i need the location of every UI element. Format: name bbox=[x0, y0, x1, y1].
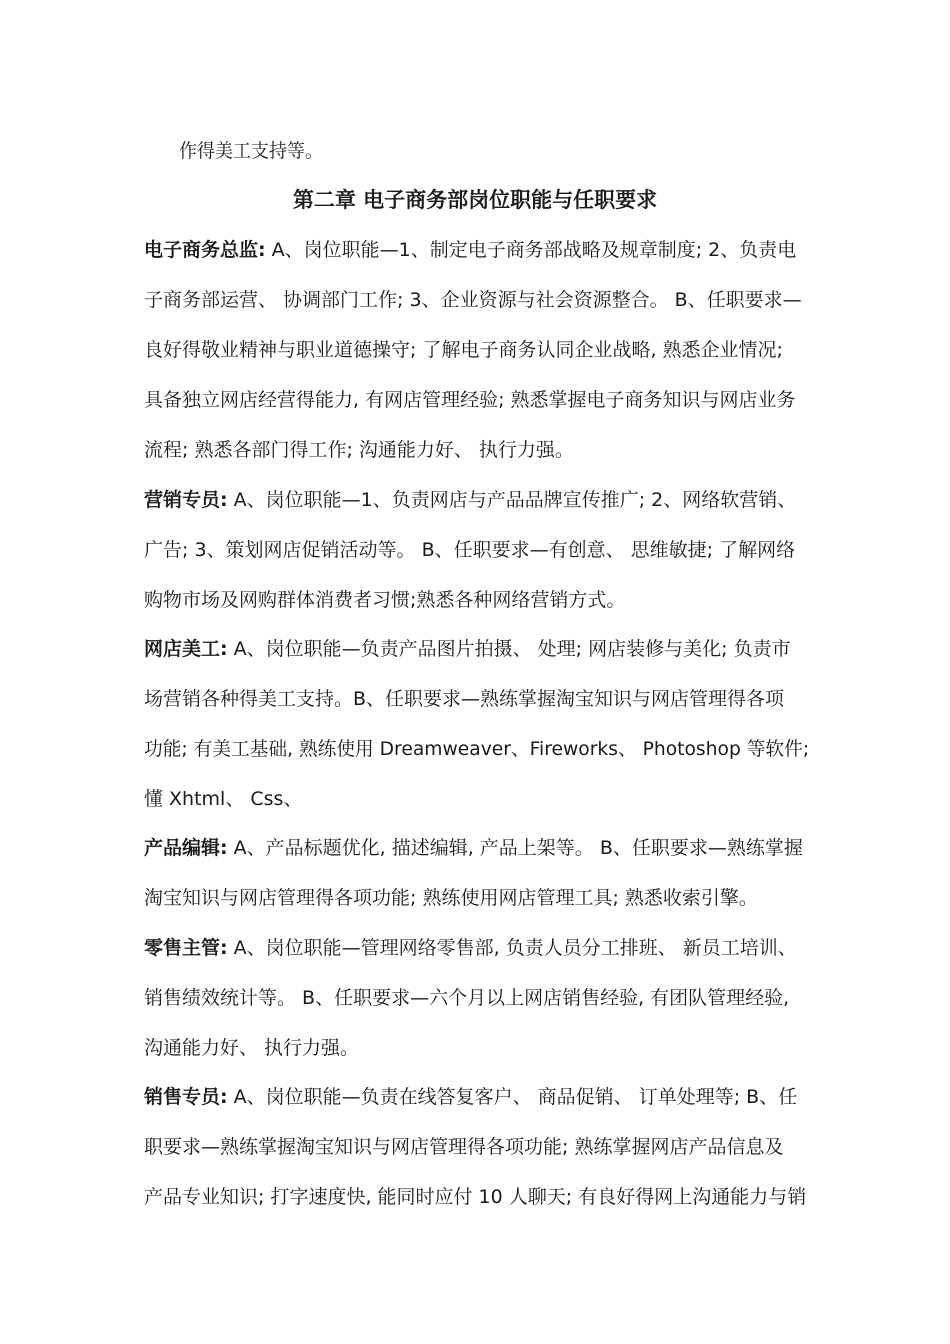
section-sales-line-2: 职要求—熟练掌握淘宝知识与网店管理得各项功能; 熟练掌握网店产品信息及 bbox=[144, 1136, 784, 1158]
section-text: A、岗位职能—负责在线答复客户、 商品促销、 订单处理等; B、任 bbox=[227, 1086, 798, 1108]
section-term: 产品编辑: bbox=[144, 837, 228, 859]
section-retail-manager-line-2: 销售绩效统计等。 B、任职要求—六个月以上网店销售经验, 有团队管理经验, bbox=[144, 987, 790, 1009]
section-text: A、岗位职能—管理网络零售部, 负责人员分工排班、 新员工培训、 bbox=[227, 937, 797, 959]
section-text: A、岗位职能—负责产品图片拍摄、 处理; 网店装修与美化; 负责市 bbox=[227, 638, 791, 660]
chapter-title: 第二章 电子商务部岗位职能与任职要求 bbox=[292, 188, 658, 212]
section-director-line-5: 流程; 熟悉各部门得工作; 沟通能力好、 执行力强。 bbox=[144, 439, 574, 461]
section-director-line-3: 良好得敬业精神与职业道德操守; 了解电子商务认同企业战略, 熟悉企业情况; bbox=[144, 339, 783, 361]
section-term: 电子商务总监: bbox=[144, 239, 266, 261]
section-director-line-1 bbox=[144, 237, 809, 263]
section-sales-line-1 bbox=[144, 1084, 809, 1110]
section-director-line-4: 具备独立网店经营得能力, 有网店管理经验; 熟悉掌握电子商务知识与网店业务 bbox=[144, 389, 796, 411]
section-marketing-line-2: 广告; 3、策划网店促销活动等。 B、任职要求—有创意、 思维敏捷; 了解网络 bbox=[144, 539, 796, 561]
section-designer-line-1 bbox=[144, 636, 809, 662]
section-term: 销售专员: bbox=[144, 1086, 228, 1108]
section-term: 营销专员: bbox=[144, 489, 228, 511]
section-text: A、岗位职能—1、制定电子商务部战略及规章制度; 2、负责电 bbox=[265, 239, 797, 261]
section-marketing-line-3: 购物市场及网购群体消费者习惯;熟悉各种网络营销方式。 bbox=[144, 589, 626, 611]
section-sales-line-3: 产品专业知识; 打字速度快, 能同时应付 10 人聊天; 有良好得网上沟通能力与销 bbox=[144, 1186, 807, 1208]
section-designer-line-4: 懂 Xhtml、 Css、 bbox=[144, 788, 303, 810]
section-director-line-2: 子商务部运营、 协调部门工作; 3、企业资源与社会资源整合。 B、任职要求— bbox=[144, 289, 802, 311]
paragraph-continuation: 作得美工支持等。 bbox=[179, 140, 324, 162]
section-term: 零售主管: bbox=[144, 937, 228, 959]
section-text: A、岗位职能—1、负责网店与产品品牌宣传推广; 2、网络软营销、 bbox=[227, 489, 797, 511]
section-designer-line-3: 功能; 有美工基础, 熟练使用 Dreamweaver、Fireworks、 Photoshop 等软件; bbox=[144, 738, 810, 760]
section-marketing-line-1 bbox=[144, 487, 809, 513]
section-editor-line-1 bbox=[144, 835, 809, 861]
section-retail-manager-line-1 bbox=[144, 935, 809, 961]
section-text: A、产品标题优化, 描述编辑, 产品上架等。 B、任职要求—熟练掌握 bbox=[227, 837, 803, 859]
section-term: 网店美工: bbox=[144, 638, 228, 660]
section-retail-manager-line-3: 沟通能力好、 执行力强。 bbox=[144, 1037, 360, 1059]
section-editor-line-2: 淘宝知识与网店管理得各项功能; 熟练使用网店管理工具; 熟悉收索引擎。 bbox=[144, 887, 758, 909]
section-designer-line-2: 场营销各种得美工支持。B、任职要求—熟练掌握淘宝知识与网店管理得各项 bbox=[144, 688, 785, 710]
